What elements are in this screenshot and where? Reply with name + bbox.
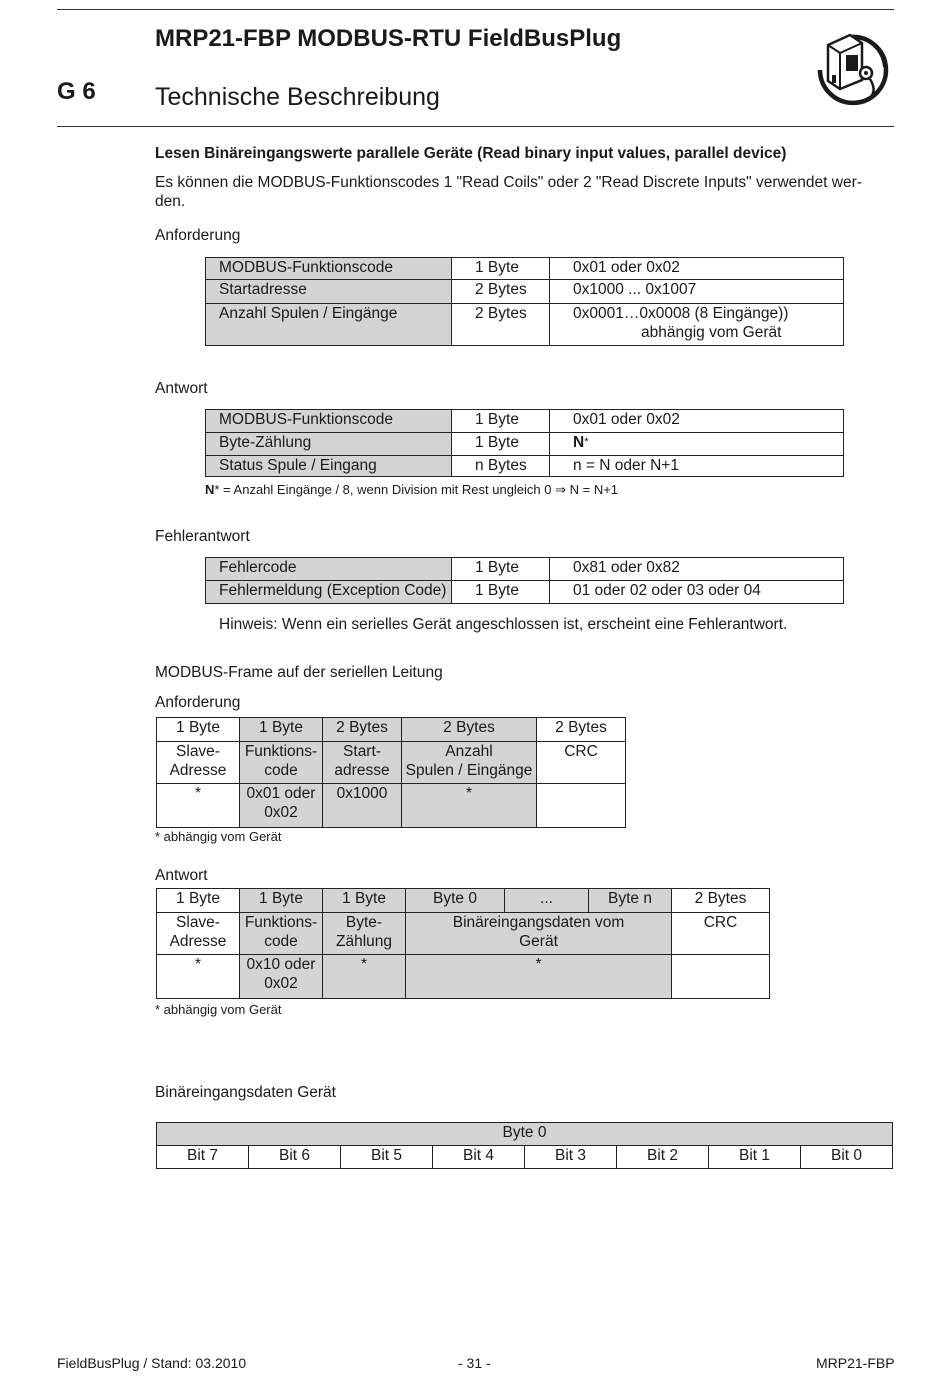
frame-request-table: [156, 717, 626, 828]
response-label: Antwort: [155, 380, 208, 397]
table-row: [157, 955, 770, 999]
table-cell: n = N oder N+1: [550, 456, 844, 477]
error-label: Fehlerantwort: [155, 528, 250, 545]
frame-request-label: Anforderung: [155, 694, 241, 711]
section-heading: Lesen Binäreingangswerte parallele Geräte (Read binary input values, parallel device): [155, 145, 787, 162]
table-cell: [402, 742, 537, 784]
cell-line: Slave-: [176, 914, 220, 931]
cell-line: Adresse: [169, 933, 227, 950]
table-cell: [240, 784, 323, 828]
table-row: [206, 304, 844, 346]
table-cell: 1 Byte: [157, 889, 240, 913]
table-cell: Bit 1: [709, 1146, 801, 1169]
table-cell: 01 oder 02 oder 03 oder 04: [550, 581, 844, 604]
table-cell: Startadresse: [206, 280, 452, 304]
table-row: [157, 1146, 893, 1169]
cell-line: *: [194, 956, 202, 973]
table-row: [206, 558, 844, 581]
cell-line: *: [360, 956, 368, 973]
response-note: [205, 482, 618, 498]
fieldbusplug-logo-icon: [810, 25, 890, 110]
table-cell: Bit 5: [341, 1146, 433, 1169]
section-number: G 6: [57, 78, 96, 105]
table-cell: 0x01 oder 0x02: [550, 410, 844, 433]
bits-table: [156, 1122, 893, 1169]
table-cell: 0x1000 ... 0x1007: [550, 280, 844, 304]
cell-line: Funktions-: [244, 743, 318, 760]
table-cell: MODBUS-Funktionscode: [206, 410, 452, 433]
table-cell: Byte 0: [406, 889, 505, 913]
table-cell: [157, 784, 240, 828]
cell-line: Start-: [343, 743, 381, 760]
cell-line: 0x02: [264, 975, 298, 992]
table-row: [157, 784, 626, 828]
table-row: [206, 581, 844, 604]
cell-line: Zählung: [335, 933, 392, 950]
table-row: [157, 889, 770, 913]
document-title: MRP21-FBP MODBUS-RTU FieldBusPlug: [155, 25, 622, 52]
cell-line: code: [264, 762, 298, 779]
table-cell: 1 Byte: [452, 558, 550, 581]
table-row: [157, 1123, 893, 1146]
cell-line: Adresse: [169, 762, 227, 779]
response-table: [205, 409, 844, 477]
table-cell: 2 Bytes: [452, 304, 550, 346]
cell-line: 0x01 oder: [246, 785, 316, 802]
cell-line: *: [465, 785, 473, 802]
table-cell: 1 Byte: [452, 433, 550, 456]
error-table: [205, 557, 844, 604]
table-cell: [157, 742, 240, 784]
cell-line: CRC: [564, 743, 598, 760]
cell-line: abhängig vom Gerät: [641, 324, 782, 341]
table-cell: [323, 742, 402, 784]
table-cell: [406, 955, 672, 999]
cell-sup: *: [584, 436, 589, 448]
table-cell: [537, 742, 626, 784]
table-cell: n Bytes: [452, 456, 550, 477]
table-cell: 2 Bytes: [323, 718, 402, 742]
table-cell: Bit 3: [525, 1146, 617, 1169]
page-number: - 31 -: [458, 1355, 491, 1371]
table-cell: ...: [505, 889, 589, 913]
table-cell: Fehlercode: [206, 558, 452, 581]
cell-line: code: [264, 933, 298, 950]
bits-label: Binäreingangsdaten Gerät: [155, 1084, 336, 1101]
table-cell: Bit 6: [249, 1146, 341, 1169]
frame-response-label: Antwort: [155, 867, 208, 884]
footer-left: FieldBusPlug / Stand: 03.2010: [57, 1355, 247, 1371]
table-cell: 1 Byte: [240, 889, 323, 913]
cell-line: *: [535, 956, 542, 973]
table-cell: [157, 913, 240, 955]
table-cell: [550, 304, 844, 346]
cell-line: *: [194, 785, 202, 802]
error-hint: Hinweis: Wenn ein serielles Gerät angeschlossen ist, erscheint eine Fehlerantwort.: [219, 616, 788, 633]
table-cell: 0x81 oder 0x82: [550, 558, 844, 581]
table-cell: 1 Byte: [240, 718, 323, 742]
cell-line: Anzahl: [445, 743, 493, 760]
table-cell: 2 Bytes: [537, 718, 626, 742]
table-cell: Bit 0: [801, 1146, 893, 1169]
cell-line: Slave-: [176, 743, 220, 760]
request-label: Anforderung: [155, 227, 241, 244]
intro-line-1: Es können die MODBUS-Funktionscodes 1 "Read Coils" oder 2 "Read Discrete Inputs" verwendet wer-: [155, 174, 862, 191]
table-cell: [157, 955, 240, 999]
table-row: [206, 410, 844, 433]
note-bold: N: [205, 482, 215, 497]
cell-line: 0x02: [264, 804, 298, 821]
table-cell: Fehlermeldung (Exception Code): [206, 581, 452, 604]
table-cell: 2 Bytes: [402, 718, 537, 742]
table-cell: MODBUS-Funktionscode: [206, 258, 452, 280]
intro-line-2: den.: [155, 193, 186, 210]
table-cell: [672, 913, 770, 955]
table-cell: [537, 784, 626, 828]
table-cell: Byte-Zählung: [206, 433, 452, 456]
table-cell: 0x01 oder 0x02: [550, 258, 844, 280]
table-cell: Status Spule / Eingang: [206, 456, 452, 477]
table-cell: [672, 955, 770, 999]
table-row: [206, 280, 844, 304]
cell-line: 0x1000: [336, 785, 388, 802]
table-row: [157, 742, 626, 784]
table-cell: Bit 7: [157, 1146, 249, 1169]
cell-line: 0x10 oder: [246, 956, 316, 973]
cell-line: 0x0001…0x0008 (8 Eingänge)): [573, 305, 789, 322]
table-cell: [323, 955, 406, 999]
request-table: [205, 257, 844, 346]
table-cell: Bit 4: [433, 1146, 525, 1169]
cell-line: adresse: [334, 762, 390, 779]
header-rule: [57, 126, 894, 127]
page-subtitle: Technische Beschreibung: [155, 83, 440, 111]
table-cell: 1 Byte: [452, 258, 550, 280]
table-row: [206, 258, 844, 280]
table-cell: [323, 784, 402, 828]
table-cell: 1 Byte: [323, 889, 406, 913]
table-cell: [406, 913, 672, 955]
cell-line: Byte-: [345, 914, 383, 931]
table-cell: Byte n: [589, 889, 672, 913]
cell-line: Spulen / Eingänge: [405, 762, 533, 779]
cell-line: CRC: [703, 914, 738, 931]
table-cell: [240, 955, 323, 999]
frame-response-table: [156, 888, 770, 999]
table-cell: [240, 742, 323, 784]
cell-line: Funktions-: [244, 914, 318, 931]
table-cell: Bit 2: [617, 1146, 709, 1169]
frame-request-note: * abhängig vom Gerät: [155, 829, 282, 844]
cell-bold: N: [573, 434, 585, 451]
table-cell: 1 Byte: [452, 581, 550, 604]
note-text: * = Anzahl Eingänge / 8, wenn Division mit Rest ungleich 0 ⇒ N = N+1: [214, 482, 619, 497]
table-cell: 1 Byte: [452, 410, 550, 433]
cell-line: Binäreingangsdaten vom: [452, 914, 625, 931]
table-cell: [240, 913, 323, 955]
cell-line: Gerät: [519, 933, 558, 950]
table-row: [157, 718, 626, 742]
frame-heading: MODBUS-Frame auf der seriellen Leitung: [155, 664, 443, 681]
table-cell: 1 Byte: [157, 718, 240, 742]
table-cell: [402, 784, 537, 828]
table-cell: [550, 433, 844, 456]
table-row: [206, 456, 844, 477]
table-cell: [323, 913, 406, 955]
footer-right: MRP21-FBP: [816, 1355, 895, 1371]
table-row: [206, 433, 844, 456]
top-rule: [57, 9, 894, 10]
table-row: [157, 913, 770, 955]
table-cell: 2 Bytes: [452, 280, 550, 304]
table-cell: Byte 0: [157, 1123, 893, 1146]
frame-response-note: * abhängig vom Gerät: [155, 1002, 282, 1017]
table-cell: 2 Bytes: [672, 889, 770, 913]
table-cell: Anzahl Spulen / Eingänge: [206, 304, 452, 346]
